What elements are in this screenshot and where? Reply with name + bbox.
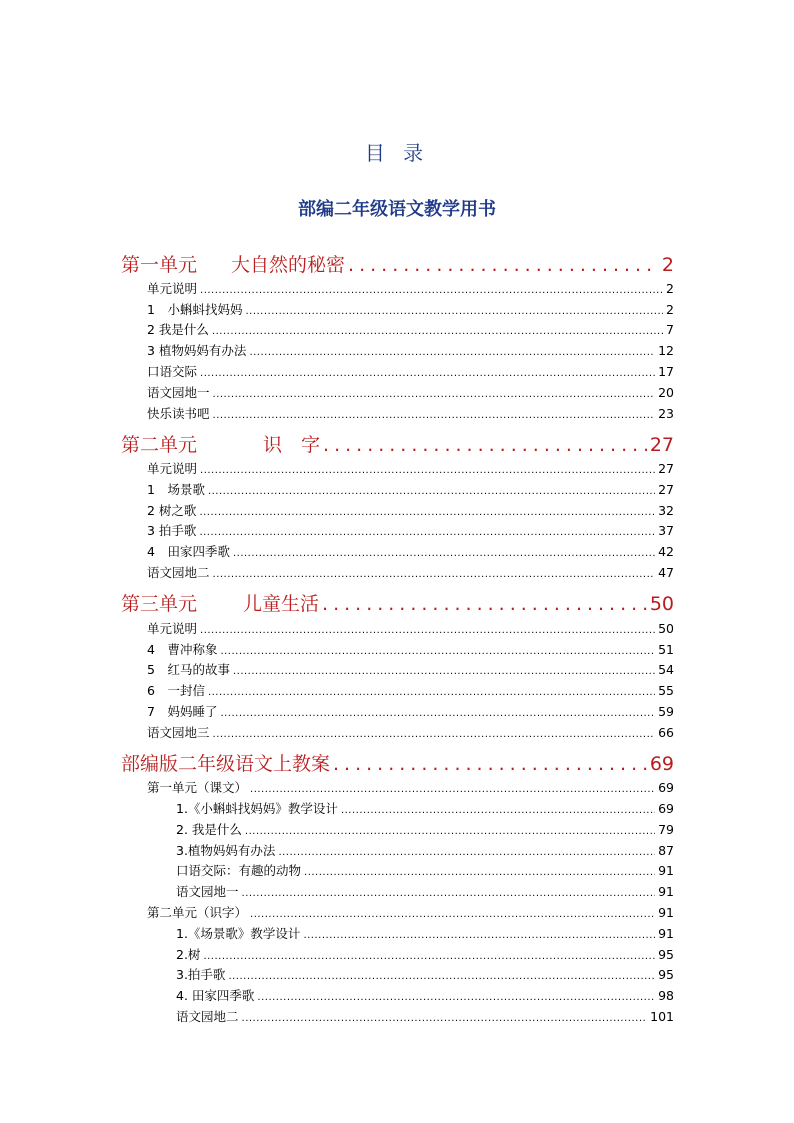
toc-entry[interactable] (147, 279, 674, 299)
entry-title: 第一单元（课文） (147, 780, 248, 795)
toc-unit-heading[interactable] (121, 250, 674, 278)
entry-title: 2 我是什么 (147, 322, 209, 337)
page-number: 47 (658, 565, 674, 580)
entry-title: 4. 田家四季歌 (176, 988, 255, 1003)
book-subtitle: 部编二年级语文教学用书 (298, 199, 496, 220)
toc-subentry[interactable] (176, 820, 674, 840)
toc-entry[interactable] (147, 501, 674, 521)
toc-entry[interactable] (147, 320, 674, 340)
page-number: 32 (658, 503, 674, 518)
entry-title: 语文园地二 (176, 1009, 239, 1024)
toc-entry[interactable] (147, 660, 674, 680)
page-number: 101 (650, 1009, 674, 1024)
page-number: 95 (658, 947, 674, 962)
entry-title: 单元说明 (147, 281, 198, 296)
toc-group-entry[interactable] (147, 778, 674, 798)
entry-title: 语文园地二 (147, 565, 210, 580)
toc-group-entry[interactable] (147, 903, 674, 923)
unit-number: 第三单元 (121, 593, 198, 615)
page-number: 95 (658, 967, 674, 982)
page-number: 50 (658, 621, 674, 636)
page-number: 91 (658, 926, 674, 941)
toc-entry[interactable] (147, 459, 674, 479)
page-number: 42 (658, 544, 674, 559)
page-number: 37 (658, 523, 674, 538)
section-title: 部编版二年级语文上教案 (121, 753, 331, 775)
unit-name: 大自然的秘密 (231, 254, 346, 276)
toc-subentry[interactable] (176, 1007, 674, 1027)
unit-number: 第一单元 (121, 254, 198, 276)
toc-subentry[interactable] (176, 965, 674, 985)
entry-title: 3 拍手歌 (147, 523, 197, 538)
toc-entry[interactable] (147, 702, 674, 722)
page-number: 27 (658, 482, 674, 497)
toc-entry[interactable] (147, 723, 674, 743)
toc-entry[interactable] (147, 383, 674, 403)
page-number: 98 (658, 988, 674, 1003)
page-number: 51 (658, 642, 674, 657)
page-number: 69 (658, 801, 674, 816)
unit-name: 儿童生活 (243, 593, 320, 615)
entry-title: 3.植物妈妈有办法 (176, 843, 276, 858)
toc-entry[interactable] (147, 480, 674, 500)
toc-unit-heading[interactable] (121, 430, 674, 458)
entry-title: 单元说明 (147, 621, 198, 636)
toc-entry[interactable] (147, 681, 674, 701)
page-number: 54 (658, 662, 674, 677)
entry-title: 语文园地一 (176, 884, 239, 899)
entry-title: 6 一封信 (147, 683, 205, 698)
page-number: 27 (658, 461, 674, 476)
page-number: 91 (658, 884, 674, 899)
toc-subentry[interactable] (176, 882, 674, 902)
toc-title: 目 录 (364, 141, 430, 165)
entry-title: 2 树之歌 (147, 503, 197, 518)
entry-title: 单元说明 (147, 461, 198, 476)
page-number: 23 (658, 406, 674, 421)
toc-entry[interactable] (147, 563, 674, 583)
page-number: 27 (649, 434, 674, 456)
toc-subentry[interactable] (176, 986, 674, 1006)
toc-entry[interactable] (147, 362, 674, 382)
page-number: 17 (658, 364, 674, 379)
toc-subentry[interactable] (176, 924, 674, 944)
toc-entry[interactable] (147, 542, 674, 562)
page-number: 2 (666, 302, 674, 317)
entry-title: 5 红马的故事 (147, 662, 230, 677)
page-number: 66 (658, 725, 674, 740)
toc-subentry[interactable] (176, 945, 674, 965)
toc-entry[interactable] (147, 404, 674, 424)
entry-title: 1.《小蝌蚪找妈妈》教学设计 (176, 801, 338, 816)
entry-title: 口语交际：有趣的动物 (176, 863, 302, 878)
page-number: 91 (658, 905, 674, 920)
entry-title: 2.树 (176, 947, 201, 962)
entry-title: 语文园地一 (147, 385, 210, 400)
entry-title: 语文园地三 (147, 725, 210, 740)
page-number: 7 (666, 322, 674, 337)
toc-section-heading[interactable] (121, 749, 674, 777)
page-number: 50 (649, 593, 674, 615)
unit-number: 第二单元 (121, 434, 198, 456)
page-number: 2 (661, 254, 674, 276)
page-number: 2 (666, 281, 674, 296)
entry-title: 4 曹冲称象 (147, 642, 218, 657)
toc-subentry[interactable] (176, 861, 674, 881)
toc-entry[interactable] (147, 300, 674, 320)
entry-title: 4 田家四季歌 (147, 544, 230, 559)
entry-title: 1.《场景歌》教学设计 (176, 926, 301, 941)
toc-unit-heading[interactable] (121, 589, 674, 617)
unit-name: 识 字 (263, 434, 321, 456)
page-number: 12 (658, 343, 674, 358)
toc-entry[interactable] (147, 521, 674, 541)
toc-entry[interactable] (147, 640, 674, 660)
toc-entry[interactable] (147, 341, 674, 361)
page-number: 20 (658, 385, 674, 400)
toc-entry[interactable] (147, 619, 674, 639)
page-number: 87 (658, 843, 674, 858)
page-number: 91 (658, 863, 674, 878)
page-number: 79 (658, 822, 674, 837)
toc-subentry[interactable] (176, 799, 674, 819)
page-number: 55 (658, 683, 674, 698)
entry-title: 快乐读书吧 (147, 406, 210, 421)
entry-title: 3.拍手歌 (176, 967, 226, 982)
page-number: 59 (658, 704, 674, 719)
entry-title: 第二单元（识字） (147, 905, 248, 920)
entry-title: 1 场景歌 (147, 482, 205, 497)
entry-title: 1 小蝌蚪找妈妈 (147, 302, 243, 317)
toc-subentry[interactable] (176, 841, 674, 861)
entry-title: 2. 我是什么 (176, 822, 242, 837)
page-number: 69 (658, 780, 674, 795)
entry-title: 3 植物妈妈有办法 (147, 343, 247, 358)
entry-title: 口语交际 (147, 364, 198, 379)
page-number: 69 (649, 753, 674, 775)
entry-title: 7 妈妈睡了 (147, 704, 218, 719)
